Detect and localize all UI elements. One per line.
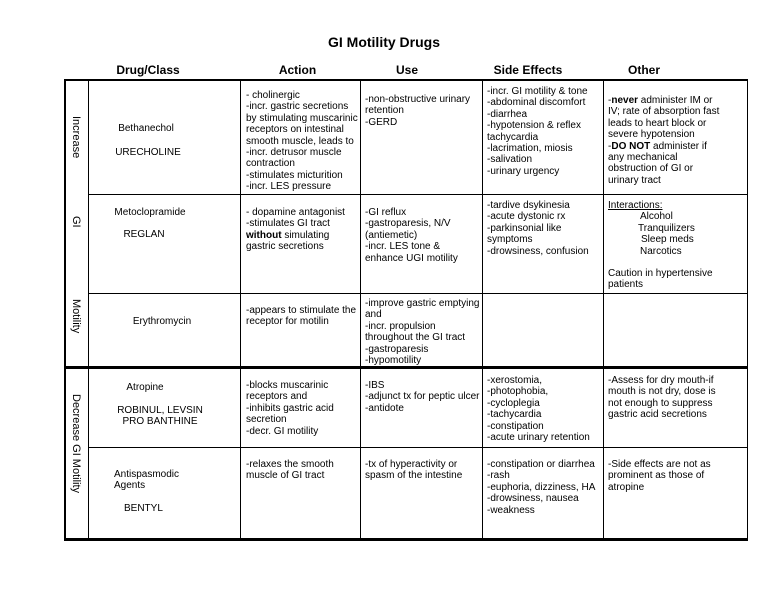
column-header-use: Use (395, 63, 418, 77)
other-bethanechol-line2: administer if any mechanical obstruction of GI or urinary tract (608, 140, 707, 186)
use-atropine: -IBS -adjunct tx for peptic ulcer -antidote (365, 380, 480, 414)
side-effects-atropine: -xerostomia, -photophobia, -cycloplegia -tachycardia -constipation -acute urinary retention (487, 375, 590, 444)
drug-brand-reglan: REGLAN (123, 229, 165, 240)
other-metoclopramide (608, 200, 713, 291)
side-effects-bethanechol: -incr. GI motility & tone -abdominal discomfort -diarrhea -hypotension & reflex tachycardia -lacrimation, miosis -salivation -urinary urgency (487, 86, 588, 177)
column-header-other: Other (627, 63, 660, 77)
drug-generic-metoclopramide: Metoclopramide (114, 207, 186, 218)
other-bethanechol-line1: administer IM or IV; rate of absorption fast leads to heart block or severe hypotension (608, 95, 720, 141)
column-header-drug-class: Drug/Class (116, 63, 180, 77)
section-label-motility: Motility (70, 299, 82, 334)
section-label-increase: Increase (70, 116, 82, 159)
column-header-action: Action (278, 63, 317, 77)
column-header-side-effects: Side Effects (493, 63, 563, 77)
side-effects-metoclopramide: -tardive dsykinesia -acute dystonic rx -parkinsonial like symptoms -drowsiness, confusion (487, 200, 589, 257)
action-erythromycin: -appears to stimulate the receptor for motilin (246, 305, 357, 328)
other-antispasmodic: -Side effects are not as prominent as those of atropine (608, 459, 711, 493)
use-metoclopramide: -GI reflux -gastroparesis, N/V (antiemetic) -incr. LES tone & enhance UGI motility (365, 207, 458, 264)
action-metoclopramide-post: simulating gastric secretions (246, 229, 330, 253)
section-label-decrease: Decrease GI Motility (70, 394, 82, 494)
action-metoclopramide (246, 207, 345, 253)
drug-brand-robinul-levsin-probanthine: ROBINUL, LEVSIN PRO BANTHINE (117, 405, 203, 428)
action-bethanechol: - cholinergic -incr. gastric secretions by stimulating muscarinic receptors on intestinal smooth muscle, leads to -incr. detrusor muscle contraction -stimulates micturition -incr. LES pressure (246, 90, 358, 193)
use-bethanechol: -non-obstructive urinary retention -GERD (365, 94, 471, 128)
emphasis-without: without (246, 229, 282, 241)
use-antispasmodic: -tx of hyperactivity or spasm of the intestine (365, 459, 463, 482)
other-bethanechol: -never administer IM or IV; rate of absorption fast leads to heart block or severe hypotension -DO NOT administer if any mechanical obstruction of GI or urinary tract (608, 95, 720, 186)
interaction-alcohol: Alcohol (640, 211, 673, 223)
side-effects-antispasmodic: -constipation or diarrhea -rash -euphoria, dizziness, HA -drowsiness, nausea -weakness (487, 459, 596, 516)
interaction-narcotics: Narcotics (640, 245, 682, 257)
page-title: GI Motility Drugs (328, 34, 440, 50)
action-metoclopramide-pre: - dopamine antagonist -stimulates GI tract (246, 207, 345, 230)
other-atropine: -Assess for dry mouth-if mouth is not dry, dose is not enough to suppress gastric acid secretions (608, 375, 716, 421)
drug-generic-atropine: Atropine (126, 382, 164, 393)
drug-brand-urecholine: URECHOLINE (115, 147, 181, 158)
drug-generic-erythromycin: Erythromycin (132, 316, 192, 327)
use-erythromycin: -improve gastric emptying and -incr. propulsion throughout the GI tract -gastroparesis -hypomotility (365, 298, 480, 367)
drug-brand-bentyl: BENTYL (124, 503, 163, 514)
interaction-sleep-meds: Sleep meds (641, 234, 694, 246)
drug-generic-antispasmodic: Antispasmodic Agents (114, 469, 180, 492)
caution-hypertensive: Caution in hypertensive patients (608, 268, 713, 291)
interactions-heading: Interactions: (608, 200, 663, 211)
drug-generic-bethanechol: Bethanechol (118, 123, 174, 134)
interaction-tranquilizers: Tranquilizers (638, 222, 695, 234)
action-antispasmodic: -relaxes the smooth muscle of GI tract (246, 459, 334, 482)
section-label-gi: GI (70, 216, 82, 228)
action-atropine: -blocks muscarinic receptors and -inhibits gastric acid secretion -decr. GI motility (246, 380, 334, 437)
warning-do-not: DO NOT (611, 140, 651, 152)
warning-never: never (611, 95, 639, 106)
